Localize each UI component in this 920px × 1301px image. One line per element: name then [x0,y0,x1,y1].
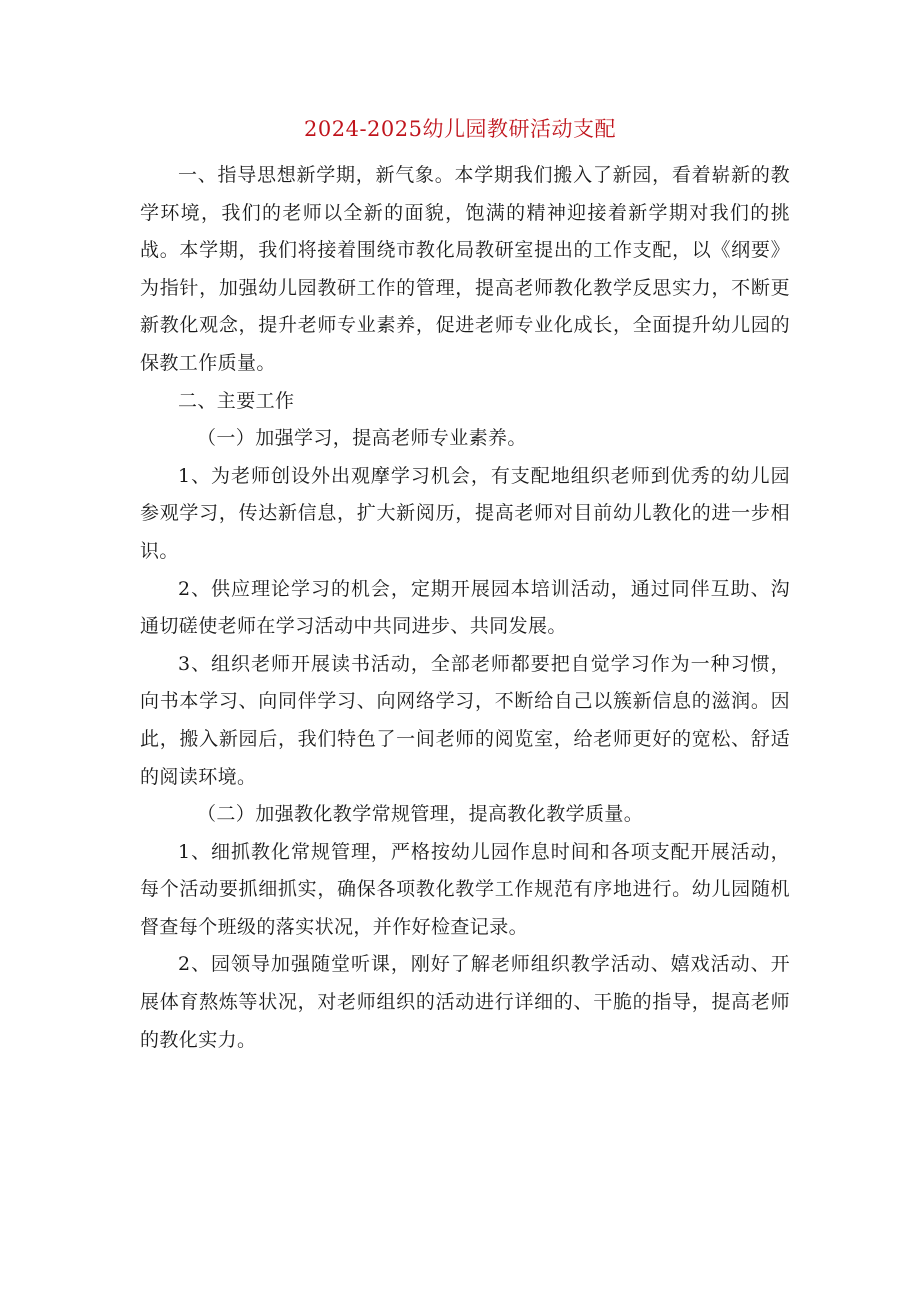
subheading-strengthen-learning: （一）加强学习，提高老师专业素养。 [197,427,527,450]
paragraph-item-2-theory: 2、供应理论学习的机会，定期开展园本培训活动，通过同伴互助、沟通切磋使老师在学习活动中共同进步、共同发展。 [140,577,790,638]
document-body [140,157,790,1059]
paragraph-guiding-ideology: 一、指导思想新学期，新气象。本学期我们搬入了新园，看着崭新的教学环境，我们的老师以全新的面貌，饱满的精神迎接着新学期对我们的挑战。本学期，我们将接着围绕市教化局教研室提出的工作支配，以《纲要》为指针，加强幼儿园教研工作的管理，提高老师教化教学反思实力，不断更新教化观念，提升老师专业素养，促进老师专业化成长，全面提升幼儿园的保教工作质量。 [140,164,790,374]
subheading-teaching-management: （二）加强教化教学常规管理，提高教化教学质量。 [197,803,644,826]
paragraph-item-1-routine: 1、细抓教化常规管理，严格按幼儿园作息时间和各项支配开展活动，每个活动要抓细抓实，确保各项教化教学工作规范有序地进行。幼儿园随机督查每个班级的落实状况，并作好检查记录。 [140,840,790,938]
paragraph-item-2-class-visits: 2、园领导加强随堂听课，刚好了解老师组织教学活动、嬉戏活动、开展体育熬炼等状况，对老师组织的活动进行详细的、干脆的指导，提高老师的教化实力。 [140,953,790,1051]
document-title: 2024-2025幼儿园教研活动支配 [304,117,616,141]
heading-main-work: 二、主要工作 [178,389,295,412]
paragraph-item-1-observation: 1、为老师创设外出观摩学习机会，有支配地组织老师到优秀的幼儿园参观学习，传达新信息，扩大新阅历，提高老师对目前幼儿教化的进一步相识。 [140,464,790,562]
paragraph-item-3-reading: 3、组织老师开展读书活动，全部老师都要把自觉学习作为一种习惯，向书本学习、向同伴学习、向网络学习，不断给自己以簇新信息的滋润。因此，搬入新园后，我们特色了一间老师的阅览室，给老师更好的宽松、舒适的阅读环境。 [140,652,790,788]
